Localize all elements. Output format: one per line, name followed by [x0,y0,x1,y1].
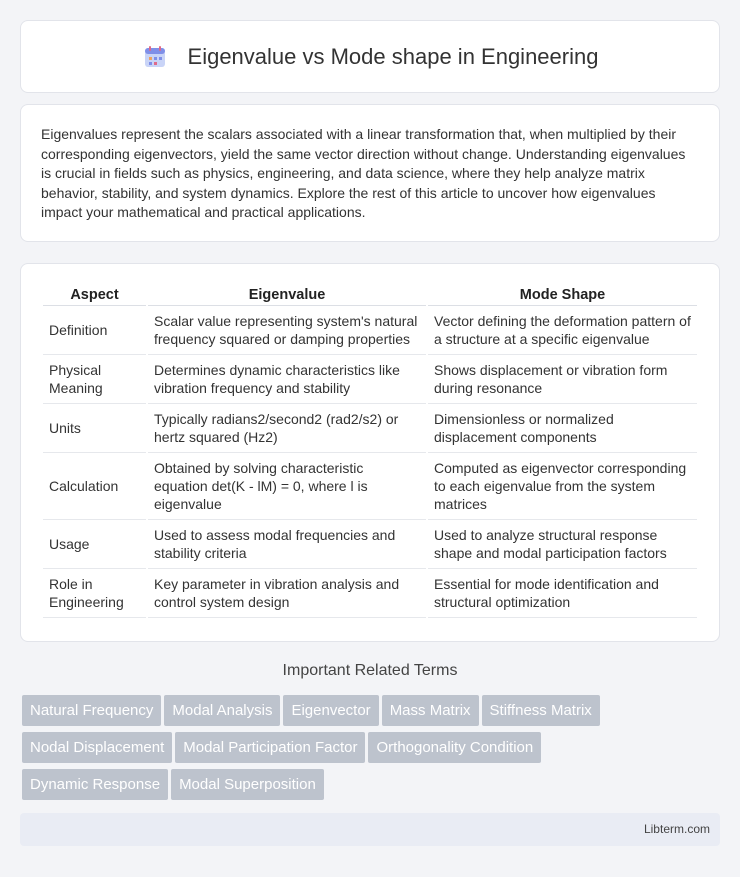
cell-eigenvalue: Determines dynamic characteristics like vibration frequency and stability [148,355,426,404]
calendar-grid-icon [142,44,168,70]
related-term-tag[interactable]: Natural Frequency [22,695,161,726]
table-row [43,404,697,453]
header-eigenvalue: Eigenvalue [148,284,426,306]
cell-eigenvalue: Used to assess modal frequencies and stability criteria [148,520,426,569]
related-term-tag[interactable]: Mass Matrix [382,695,479,726]
cell-eigenvalue: Key parameter in vibration analysis and control system design [148,569,426,618]
related-term-tag[interactable]: Orthogonality Condition [368,732,541,763]
comparison-table [41,284,699,618]
table-row [43,520,697,569]
header-aspect: Aspect [43,284,146,306]
related-term-tag[interactable]: Modal Analysis [164,695,280,726]
cell-eigenvalue: Obtained by solving characteristic equation det(K - lM) = 0, where l is eigenvalue [148,453,426,520]
header-mode-shape: Mode Shape [428,284,697,306]
table-header-row [43,284,697,306]
cell-aspect: Units [43,404,146,453]
cell-aspect: Definition [43,306,146,355]
cell-aspect: Physical Meaning [43,355,146,404]
cell-mode-shape: Shows displacement or vibration form during resonance [428,355,697,404]
related-term-tag[interactable]: Nodal Displacement [22,732,172,763]
cell-mode-shape: Used to analyze structural response shape and modal participation factors [428,520,697,569]
footer-site-link[interactable]: Libterm.com [643,822,710,836]
table-row [43,306,697,355]
related-term-tag[interactable]: Modal Superposition [171,769,324,800]
table-row [43,453,697,520]
comparison-card [20,263,720,642]
page-title: Eigenvalue vs Mode shape in Engineering [187,43,599,69]
related-term-tag[interactable]: Dynamic Response [22,769,168,800]
intro-card [20,104,720,242]
related-term-tag[interactable]: Stiffness Matrix [482,695,600,726]
related-terms-list [22,695,722,806]
cell-aspect: Usage [43,520,146,569]
table-row [43,355,697,404]
intro-text: Eigenvalues represent the scalars associated with a linear transformation that, when multiplied by their corresponding eigenvectors, yield the same vector direction without change. Understanding eigenvalues is crucial in fields such as physics, engineering, and data science, where they help analyze matrix behavior, stability, and system dynamics. Explore the rest of this article to uncover how eigenvalues impact your mathematical and practical applications. [41,126,686,220]
related-terms-title: Important Related Terms [282,662,458,679]
table-row [43,569,697,618]
cell-mode-shape: Essential for mode identification and structural optimization [428,569,697,618]
cell-eigenvalue: Scalar value representing system's natural frequency squared or damping properties [148,306,426,355]
related-term-tag[interactable]: Eigenvector [283,695,378,726]
cell-mode-shape: Vector defining the deformation pattern of a structure at a specific eigenvalue [428,306,697,355]
cell-aspect: Role in Engineering [43,569,146,618]
related-term-tag[interactable]: Modal Participation Factor [175,732,365,763]
cell-mode-shape: Dimensionless or normalized displacement components [428,404,697,453]
footer [20,813,720,846]
cell-eigenvalue: Typically radians2/second2 (rad2/s2) or hertz squared (Hz2) [148,404,426,453]
header-card [20,20,720,93]
cell-mode-shape: Computed as eigenvector corresponding to each eigenvalue from the system matrices [428,453,697,520]
cell-aspect: Calculation [43,453,146,520]
